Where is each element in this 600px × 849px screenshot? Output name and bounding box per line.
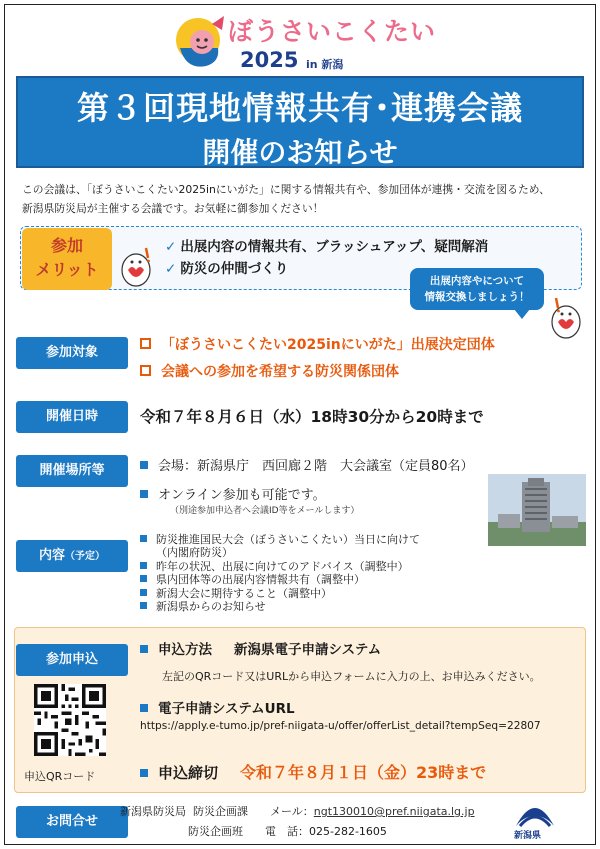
speech-bubble [410,268,544,310]
contact-line-1: 新潟県防災局 防災企画課 メール：ngt130010@pref.niigata.lg.jp [120,805,475,818]
apply-note: 左記のQRコード又はURLから申込フォームに入力の上、お申込みください。 [162,670,541,683]
bubble-line-1: 出展内容やについて [429,275,525,287]
qr-caption: 申込QRコード [24,770,96,783]
bullet-icon [140,490,148,498]
list-item-sub: （内閣府防災） [156,546,233,560]
contact-email[interactable]: ngt130010@pref.niigata.lg.jp [313,805,475,818]
event-logo [170,12,440,74]
merit-item [165,236,488,258]
merit-item-text: 出展内容の情報共有、ブラッシュアップ、疑問解消 [180,239,489,255]
bullet-icon [140,769,148,777]
contact-line-2: 防災企画班 電 話：025-282-1605 [188,825,387,838]
building-photo [488,474,586,546]
apply-label: 参加申込 [16,644,128,676]
intro-text [22,180,582,218]
venue-note: （別途参加申込者へ会議ID等をメールします） [170,506,360,516]
page-title: 第３回現地情報共有･連携会議 [76,89,523,127]
logo-location: in 新潟 [306,58,344,71]
list-item: 防災推進国民大会（ぼうさいこくたい）当日に向けて [140,533,420,546]
mascot-logo-icon [172,12,230,72]
checkbox-icon [140,365,151,376]
target-label: 参加対象 [16,337,128,369]
contents-list [140,533,420,613]
bullet-icon [140,562,147,569]
checkbox-icon [140,338,151,349]
venue-item [140,484,326,503]
datetime-value: 令和７年８月６日（水）18時30分から20時まで [140,408,484,426]
bullet-icon [140,602,147,609]
contact-label: お問合せ [16,806,128,838]
merit-item-text: 防災の仲間づくり [180,261,289,277]
page-subtitle: 開催のお知らせ [202,136,398,169]
contents-label [16,540,128,572]
intro-line-1: この会議は、「ぼうさいこくたい2025inにいがた」に関する情報共有や、参加団体が連携・交流を図るため、 [22,183,550,196]
apply-method: 申込方法 新潟県電子申請システム [140,638,381,658]
target-item [140,361,399,381]
merit-badge [22,228,112,290]
contents-label-note: （予定） [65,551,105,562]
venue-item-text: オンライン参加も可能です。 [158,488,326,503]
bullet-icon [140,535,147,542]
datetime-label: 開催日時 [16,401,128,433]
target-item-text: 「ぼうさいこくたい2025inにいがた」出展決定団体 [161,337,495,353]
bullet-icon [140,461,148,469]
contents-label-text: 内容 [38,548,65,563]
bullet-icon [140,589,147,596]
list-item: 新潟県からのお知らせ [140,600,420,613]
qr-code-icon[interactable] [34,684,106,756]
bullet-icon [140,575,147,582]
contact-tel: 025-282-1605 [309,825,387,838]
logo-name: ぼうさいこくたい [228,17,437,46]
bullet-icon [140,645,148,653]
merit-label-2: メリット [35,260,99,279]
check-icon: ✓ [165,261,177,277]
logo-year: 2025 [240,48,299,72]
list-item: 新潟大会に期待すること（調整中） [140,587,420,600]
apply-method-value: 新潟県電子申請システム [234,642,382,658]
deadline: 申込締切 令和７年８月１日（金）23時まで [140,760,486,783]
prefecture-name: 新潟県 [514,831,542,841]
list-item: 昨年の状況、出展に向けてのアドバイス（調整中） [140,560,420,573]
check-icon: ✓ [165,239,177,255]
venue-label: 開催場所等 [16,455,128,487]
venue-item-text: 会場：新潟県庁 西回廊２階 大会議室（定員80名） [158,459,474,474]
target-item [140,334,495,354]
bullet-icon [140,704,148,712]
merit-label-1: 参加 [50,236,83,255]
deadline-value: 令和７年８月１日（金）23時まで [240,763,487,782]
target-item-text: 会議への参加を希望する防災関係団体 [161,364,399,380]
mascot-icon [116,244,156,290]
intro-line-2: 新潟県防災局が主催する会議です。お気軽に御参加ください！ [22,202,324,215]
apply-url-link[interactable]: https://apply.e-tumo.jp/pref-niigata-u/offer/offerList_detail?tempSeq=22807 [140,720,541,732]
list-item: 県内団体等の出展内容情報共有（調整中） [140,573,420,586]
apply-url-title: 電子申請システムURL [140,697,295,717]
mascot-icon [546,296,586,342]
venue-item [140,455,474,474]
bubble-line-2: 情報交換しましょう！ [424,291,530,303]
title-banner [16,76,584,168]
